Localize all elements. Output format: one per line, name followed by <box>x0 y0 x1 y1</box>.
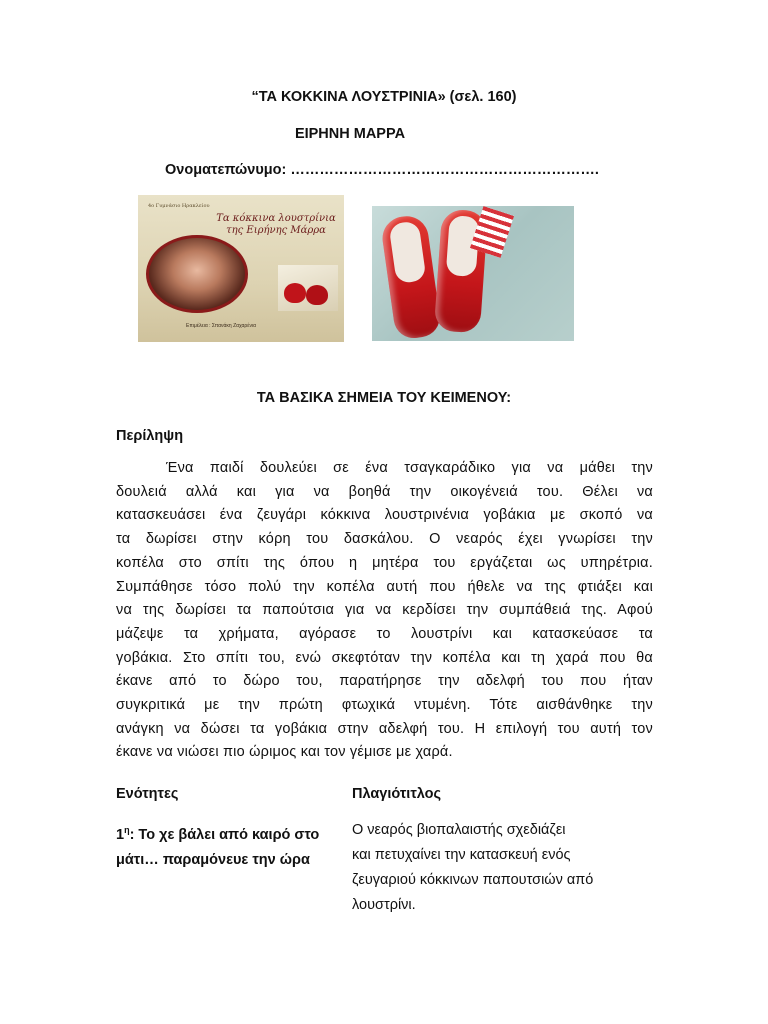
summary-heading: Περίληψη <box>116 428 184 444</box>
summary-line: συγκριτικά με την πρώτη φτωχικά ντυμένη. Τότε αισθάνθηκε την <box>116 697 653 714</box>
summary-line: δουλειά αλλά και για να βοηθά την οικογένειά του. Θέλει να <box>116 483 653 500</box>
book-cover-title-line2: της Ειρήνης Μάρρα <box>226 225 326 236</box>
editor-caption: Επιμέλεια : Σπανάκη Ζαχαρένια <box>186 323 256 329</box>
school-caption: 4ο Γυμνάσιο Ηρακλείου <box>148 203 210 209</box>
summary-line: κατασκευάσει ένα ζευγάρι κόκκινα λουστρινένια γοβάκια με σκοπό να <box>116 507 653 524</box>
author-name: ΕΙΡΗΝΗ ΜΑΡΡΑ <box>294 126 406 142</box>
red-patent-shoe-left <box>380 213 443 340</box>
summary-paragraph <box>116 457 653 765</box>
summary-line: τα δωρίσει στην κόρη του δασκάλου. Ο νεαρός έχει γνωρίσει την <box>116 531 653 548</box>
subtitle-column-heading: Πλαγιότιτλος <box>352 786 442 802</box>
subtitle-line: ζευγαριού κόκκινων παπουτσιών από <box>352 872 594 888</box>
subtitle-line: Ο νεαρός βιοπαλαιστής σχεδιάζει <box>352 822 566 838</box>
subtitle-line: και πετυχαίνει την κατασκευή ενός <box>352 847 571 863</box>
unit-1-title <box>116 818 346 873</box>
subtitle-line: λουστρίνι. <box>352 897 416 913</box>
red-shoe-left <box>284 283 306 303</box>
summary-line: κοπέλα στο σπίτι της όπου η μητέρα του εργάζεται ως υπηρέτρια. <box>116 554 653 571</box>
summary-line: να της δωρίσει τα παπούτσια για να κερδίσει την συμπάθειά της. Αφού <box>116 602 653 619</box>
summary-line: μάζεψε τα χρήματα, αγόρασε το λουστρίνι και κατασκεύασε τα <box>116 625 653 642</box>
unit-number: 1 <box>116 826 125 843</box>
book-cover-title-line1: Τα κόκκινα λουστρίνια <box>216 213 336 224</box>
units-column-heading: Ενότητες <box>116 786 179 802</box>
summary-line: ανάγκη να δώσει τα γοβάκια στην αδελφή του. Η επιλογή του αυτή τον <box>116 720 653 737</box>
summary-line: έκανε να νιώσει πιο ώριμος και τον γέμισε με χαρά. <box>116 744 453 761</box>
summary-line: Συμπάθησε τόσο πολύ την κοπέλα αυτή που ήθελε να της φτιάξει και <box>116 578 653 595</box>
summary-line: γοβάκια. Στο σπίτι του, ενώ σκεφτόταν την κοπέλα και τη χαρά που θα <box>116 649 653 666</box>
summary-line: έκανε από το δώρο του, παρατήρησε την αδελφή του που ήταν <box>116 673 653 690</box>
unit-1-subtitle <box>352 818 652 918</box>
section-heading: ΤΑ ΒΑΣΙΚΑ ΣΗΜΕΙΑ ΤΟΥ ΚΕΙΜΕΝΟΥ: <box>256 390 512 406</box>
book-cover-image <box>138 195 344 342</box>
red-shoe-right <box>306 285 328 305</box>
summary-line: Ένα παιδί δουλεύει σε ένα τσαγκαράδικο για να μάθει την <box>166 460 653 476</box>
unit-title-text: : Το χε βάλει από καιρό στο μάτι… παραμόνευε την ώρα <box>116 826 320 868</box>
document-title: “ΤΑ ΚΟΚΚΙΝΑ ΛΟΥΣΤΡΙΝΙΑ» (σελ. 160) <box>251 89 517 105</box>
book-cover-title <box>208 213 344 237</box>
unit-ordinal: η <box>124 825 130 835</box>
girl-portrait <box>146 235 248 313</box>
red-shoes-photo <box>372 206 574 341</box>
student-name-field: Ονοματεπώνυμο: ………………………………………………………. <box>165 162 599 178</box>
